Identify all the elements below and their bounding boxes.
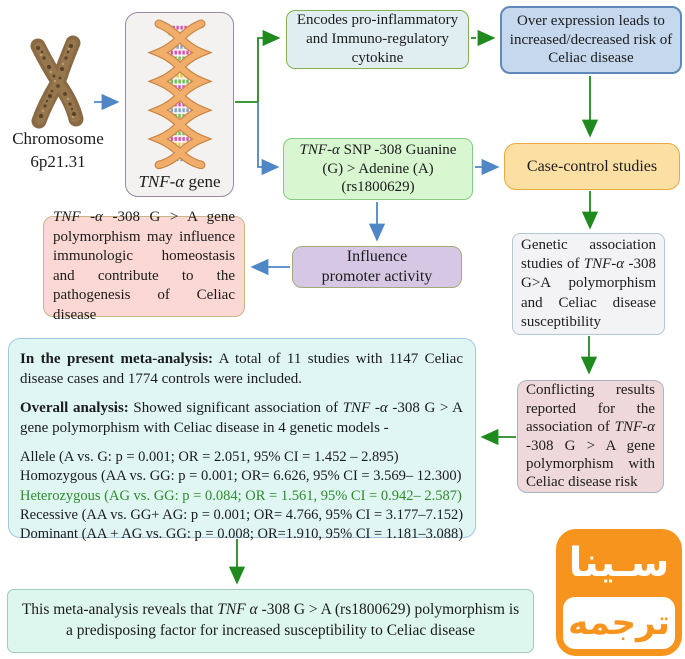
- logo-top-text: سـينا: [568, 540, 670, 586]
- tnf-gene-box: [125, 12, 234, 197]
- tnf-gene-label: TNF-α gene: [138, 171, 221, 191]
- chromosome-label: [0, 128, 116, 174]
- snp-text: TNF-α SNP -308 Guanine (G) > Adenine (A) (rs1800629): [299, 141, 457, 196]
- snp-box: [283, 138, 473, 200]
- logo-bottom-text: ترجمه: [563, 597, 675, 649]
- model-recessive: Recessive (AA vs. GG+ AG: p = 0.001; OR= 4.766, 95% CI = 3.177–7.152): [20, 506, 464, 523]
- sina-tarjome-logo: [556, 529, 682, 656]
- hypothesis-box: [43, 209, 245, 323]
- meta-overall-paragraph: Overall analysis: Showed significant association of TNF -α -308 G > A gene polymorphism with Celiac disease in 4 genetic models -: [20, 400, 464, 436]
- chromosome-label-line1: Chromosome: [12, 129, 104, 148]
- model-dominant: Dominant (AA + AG vs. GG: p = 0.008; OR=1.910, 95% CI = 1.181–3.088): [20, 526, 464, 543]
- meta-intro-paragraph: In the present meta-analysis: A total of 11 studies with 1147 Celiac disease cases and 1774 controls were included.: [20, 351, 463, 387]
- case-control-text: Case-control studies: [526, 157, 658, 175]
- hypothesis-text: TNF -α -308 G > A gene polymorphism may influence immunologic homeostasis and contribute to the pathogenesis of Celiac disease: [53, 209, 235, 323]
- conclusion-text: This meta-analysis reveals that TNF α -308 G > A (rs1800629) polymorphism is a predisposing factor for increased susceptibility to Celiac disease: [21, 601, 520, 639]
- chromosome-illustration: [16, 34, 100, 132]
- conflicting-results-box: [517, 380, 664, 493]
- promoter-activity-box: [292, 246, 462, 288]
- overexpression-text: Over expression leads to increased/decreased risk of Celiac disease: [509, 12, 673, 67]
- overexpression-box: [500, 6, 682, 74]
- case-control-box: [504, 143, 680, 190]
- chromosome-label-line2: 6p21.31: [30, 151, 86, 171]
- encodes-cytokine-box: [286, 10, 469, 69]
- promoter-activity-text: Influence promoter activity: [321, 248, 433, 285]
- conclusion-box: [7, 589, 534, 653]
- arrow-gene-to-snp: [258, 102, 276, 167]
- genetic-association-box: [512, 233, 665, 335]
- dna-helix-icon: [141, 19, 219, 169]
- model-heterozygous: Heterozygous (AG vs. GG: p = 0.084; OR = 1.561, 95% CI = 0.942– 2.587): [20, 487, 462, 504]
- conflicting-results-text: Conflicting results reported for the association of TNF-α -308 G > A gene polymorphism with Celiac disease risk: [526, 382, 655, 491]
- encodes-cytokine-text: Encodes pro-inflammatory and Immuno-regulatory cytokine: [296, 12, 459, 66]
- model-homozygous: Homozygous (AA vs. GG: p = 0.001; OR= 6.626, 95% CI = 3.569– 12.300): [20, 468, 462, 485]
- genetic-association-text: Genetic association studies of TNF-α -308 G>A polymorphism and Celiac disease susceptibility: [521, 237, 656, 330]
- arrow-gene-to-encodes: [235, 38, 277, 102]
- chromosome-icon: [16, 34, 100, 132]
- model-allele: Allele (A vs. G: p = 0.001; OR = 2.051, 95% CI = 1.452 – 2.895): [20, 449, 399, 465]
- meta-analysis-box: [8, 338, 476, 543]
